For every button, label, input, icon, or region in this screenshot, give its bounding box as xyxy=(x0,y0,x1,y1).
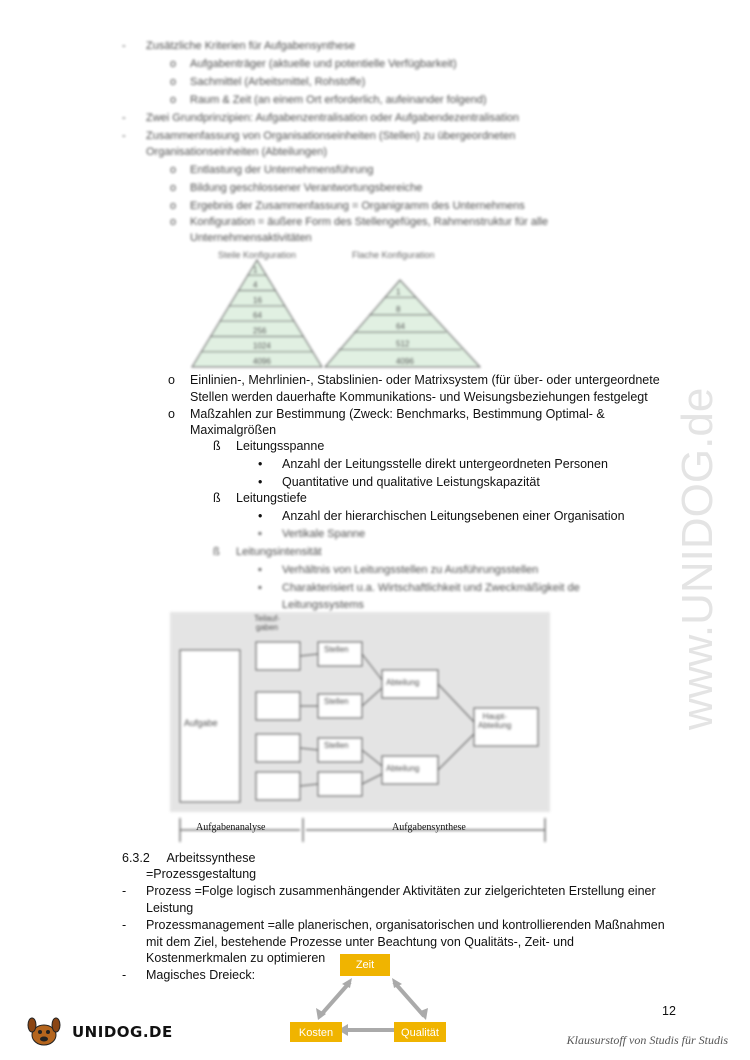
bullet-dot: • xyxy=(258,509,263,523)
text-line: Unternehmensaktivitäten xyxy=(190,232,312,244)
text-line: Aufgabenträger (aktuelle und potentielle Verfügbarkeit) xyxy=(190,58,457,70)
bullet-dot: • xyxy=(258,582,262,594)
text-line: Raum & Zeit (an einem Ort erforderlich, aufeinander folgend) xyxy=(190,94,487,106)
bullet-dash: - xyxy=(122,884,127,898)
section-heading: 6.3.2 Arbeitssynthese xyxy=(122,851,256,865)
bullet-o: o xyxy=(170,200,177,212)
text-line: Konfiguration = äußere Form des Stellengefüges, Rahmenstruktur für alle xyxy=(190,216,548,228)
bullet-o: o xyxy=(170,216,177,228)
position-label: Stellen xyxy=(324,741,349,750)
pyramid-level-value: 4096 xyxy=(253,357,271,366)
task-synthesis-label: Aufgabensynthese xyxy=(392,822,466,833)
unidog-logo xyxy=(22,1015,173,1049)
subtask-label: Teilauf- gaben xyxy=(254,614,280,632)
bullet-dash: - xyxy=(122,968,127,982)
text-line: Verhältnis von Leitungsstellen zu Ausführungsstellen xyxy=(282,564,539,576)
pyramid-level-value: 8 xyxy=(396,304,401,314)
triangle-node-time: Zeit xyxy=(340,954,390,976)
text-line: Anzahl der hierarchischen Leitungsebenen einer Organisation xyxy=(282,509,625,523)
bullet-section: ß xyxy=(213,491,221,505)
pyramid-level-value: 1 xyxy=(253,265,258,275)
text-line: Ergebnis der Zusammenfassung = Organigramm des Unternehmens xyxy=(190,200,525,212)
text-line: Sachmittel (Arbeitsmittel, Rohstoffe) xyxy=(190,76,366,88)
text-line: Entlastung der Unternehmensführung xyxy=(190,164,374,176)
text-line: =Prozessgestaltung xyxy=(146,867,257,881)
text-line: Prozessmanagement =alle planerischen, organisatorischen und kontrollierenden Maßnahmen xyxy=(146,918,665,932)
text-line: Charakterisiert u.a. Wirtschaftlichkeit und Zweckmäßigkeit de xyxy=(282,582,580,594)
bullet-dash: - xyxy=(122,40,126,52)
text-line: Quantitative und qualitative Leistungskapazität xyxy=(282,475,540,489)
text-line: Maximalgrößen xyxy=(190,423,277,437)
text-line: Prozess =Folge logisch zusammenhängender Aktivitäten zur zielgerichteten Erstellung einer xyxy=(146,884,656,898)
text-line: Leitungsspanne xyxy=(236,439,325,453)
pyramid-level-value: 1024 xyxy=(253,341,271,351)
bullet-dash: - xyxy=(122,112,126,124)
subtask-box xyxy=(256,772,300,800)
text-line: Leitungsintensität xyxy=(236,546,322,558)
text-line: Anzahl der Leitungsstelle direkt untergeordneten Personen xyxy=(282,457,608,471)
watermark-text: www.UNIDOG.de xyxy=(673,387,722,730)
subtask-box xyxy=(256,734,300,762)
dog-mascot-icon xyxy=(22,1015,70,1049)
pyramid-level-value: 512 xyxy=(396,339,410,349)
bullet-o: o xyxy=(168,373,175,387)
bullet-dot: • xyxy=(258,528,262,540)
pyramid-level-value: 1 xyxy=(396,287,401,297)
triangle-node-quality: Qualität xyxy=(394,1022,446,1042)
text-line: Bildung geschlossener Verantwortungsbereiche xyxy=(190,182,423,194)
text-line: Leitungstiefe xyxy=(236,491,307,505)
pyramid-left-title: Steile Konfiguration xyxy=(218,250,297,260)
text-line: Organisationseinheiten (Abteilungen) xyxy=(146,146,328,158)
text-line: Leitungssystems xyxy=(282,599,364,611)
text-line: Zusätzliche Kriterien für Aufgabensynthese xyxy=(146,40,356,52)
task-analysis-label: Aufgabenanalyse xyxy=(196,822,266,833)
bullet-dot: • xyxy=(258,475,263,489)
text-line: Maßzahlen zur Bestimmung (Zweck: Benchmarks, Bestimmung Optimal- & xyxy=(190,407,605,421)
bullet-o: o xyxy=(168,407,175,421)
pyramid-level-value: 16 xyxy=(253,295,262,305)
bullet-o: o xyxy=(170,94,177,106)
bullet-section: ß xyxy=(213,439,221,453)
task-label: Aufgabe xyxy=(184,718,218,728)
text-line: Kostenmerkmalen zu optimieren xyxy=(146,951,326,965)
department-label: Abteilung xyxy=(386,764,420,773)
page-number: 12 xyxy=(662,1004,676,1018)
bullet-dash: - xyxy=(122,918,127,932)
text-line: Zusammenfassung von Organisationseinheiten (Stellen) zu übergeordneten xyxy=(146,130,516,142)
text-line: mit dem Ziel, bestehende Prozesse unter Beachtung von Qualitäts-, Zeit- und xyxy=(146,935,575,949)
subtask-box xyxy=(256,692,300,720)
department-label: Abteilung xyxy=(386,678,420,687)
logo-text: UNIDOG.DE xyxy=(72,1023,173,1041)
bullet-dot: • xyxy=(258,564,262,576)
text-line: Magisches Dreieck: xyxy=(146,968,256,982)
text-line: Zwei Grundprinzipien: Aufgabenzentralisation oder Aufgabendezentralisation xyxy=(146,112,520,124)
pyramid-level-value: 64 xyxy=(396,322,405,332)
main-department-label: Haupt- Abteilung xyxy=(478,712,512,730)
subtask-box xyxy=(256,642,300,670)
triangle-node-costs: Kosten xyxy=(290,1022,342,1042)
bullet-section: ß xyxy=(213,546,220,558)
position-label: Stellen xyxy=(324,697,349,706)
pyramid-right-title: Flache Konfiguration xyxy=(352,250,435,260)
text-line: Einlinien-, Mehrlinien-, Stabslinien- oder Matrixsystem (für über- oder untergeordnete xyxy=(190,373,660,387)
footer-tagline: Klausurstoff von Studis für Studis xyxy=(566,1033,728,1047)
text-line: Vertikale Spanne xyxy=(282,528,366,540)
position-box xyxy=(318,772,362,796)
bullet-o: o xyxy=(170,58,177,70)
text-line: Stellen werden dauerhafte Kommunikations- und Weisungsbeziehungen festgelegt xyxy=(190,390,648,404)
bullet-o: o xyxy=(170,164,177,176)
pyramid-level-value: 4096 xyxy=(396,357,414,366)
pyramid-level-value: 4 xyxy=(253,280,258,290)
position-label: Stellen xyxy=(324,645,349,654)
bullet-o: o xyxy=(170,76,177,88)
unidog-watermark xyxy=(600,260,740,740)
pyramid-level-value: 64 xyxy=(253,311,262,321)
configuration-pyramids xyxy=(190,258,490,370)
pyramid-level-value: 256 xyxy=(253,326,267,336)
text-line: Leistung xyxy=(146,901,194,915)
bullet-dash: - xyxy=(122,130,126,142)
bullet-dot: • xyxy=(258,457,263,471)
bullet-o: o xyxy=(170,182,177,194)
